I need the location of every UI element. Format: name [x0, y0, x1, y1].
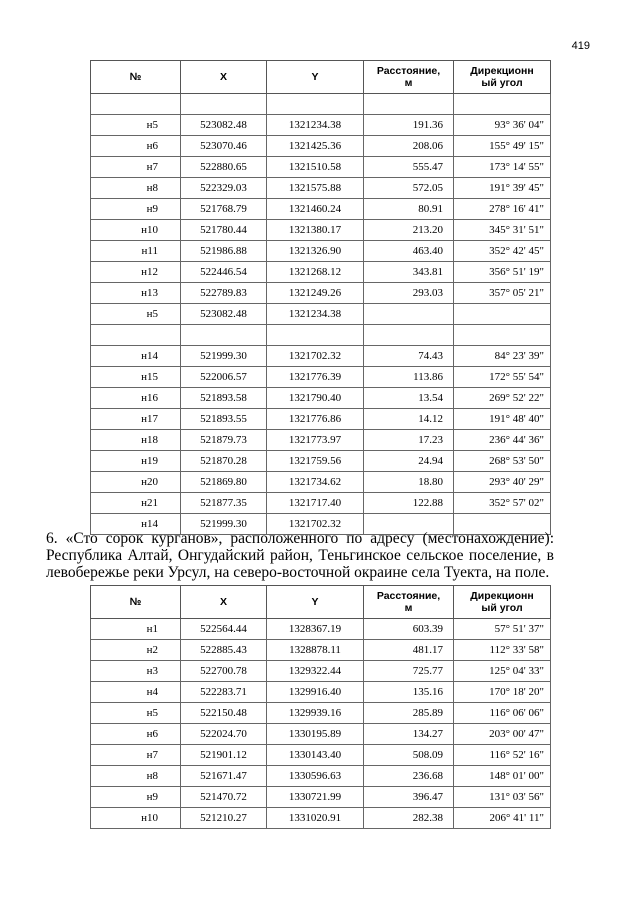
cell-y: 1329939.16: [267, 703, 364, 724]
cell-point-no: н9: [91, 787, 181, 808]
cell-point-no: н6: [91, 724, 181, 745]
cell-distance: 293.03: [364, 283, 454, 304]
cell-point-no: н5: [91, 304, 181, 325]
cell-y: 1321234.38: [267, 115, 364, 136]
cell-point-no: н10: [91, 220, 181, 241]
header-y: Y: [267, 586, 364, 619]
cell-point-no: н10: [91, 808, 181, 829]
header-angle-line1: Дирекционн: [470, 590, 534, 602]
cell-angle: 345° 31' 51": [454, 220, 551, 241]
cell-distance: 113.86: [364, 367, 454, 388]
cell-point-no: [91, 94, 181, 115]
cell-distance: 603.39: [364, 619, 454, 640]
cell-y: 1328367.19: [267, 619, 364, 640]
header-distance: [364, 586, 454, 619]
table-row: [91, 346, 551, 367]
table-blank-row: [91, 94, 551, 115]
cell-y: 1321249.26: [267, 283, 364, 304]
cell-x: 522024.70: [181, 724, 267, 745]
table-row: [91, 367, 551, 388]
cell-angle: 173° 14' 55": [454, 157, 551, 178]
cell-angle: 155° 49' 15": [454, 136, 551, 157]
cell-x: 523082.48: [181, 304, 267, 325]
table-header-row: [91, 61, 551, 94]
cell-y: 1321702.32: [267, 514, 364, 535]
table-2-body: [91, 619, 551, 829]
cell-distance: 74.43: [364, 346, 454, 367]
cell-y: [267, 94, 364, 115]
header-angle: [454, 61, 551, 94]
header-distance-line1: Расстояние,: [376, 65, 441, 77]
cell-distance: 17.23: [364, 430, 454, 451]
cell-point-no: н8: [91, 178, 181, 199]
cell-x: 521768.79: [181, 199, 267, 220]
cell-x: 521893.58: [181, 388, 267, 409]
cell-point-no: н5: [91, 115, 181, 136]
cell-angle: [454, 304, 551, 325]
table-row: [91, 451, 551, 472]
header-distance: [364, 61, 454, 94]
cell-y: 1321776.39: [267, 367, 364, 388]
cell-point-no: н17: [91, 409, 181, 430]
cell-angle: 93° 36' 04": [454, 115, 551, 136]
header-distance-line2: м: [404, 602, 413, 614]
cell-point-no: [91, 325, 181, 346]
cell-distance: 208.06: [364, 136, 454, 157]
table-row: [91, 283, 551, 304]
cell-distance: [364, 325, 454, 346]
cell-point-no: н8: [91, 766, 181, 787]
table-row: [91, 157, 551, 178]
cell-x: 521870.28: [181, 451, 267, 472]
cell-point-no: н1: [91, 619, 181, 640]
table-row: [91, 409, 551, 430]
cell-x: 521999.30: [181, 346, 267, 367]
cell-distance: 135.16: [364, 682, 454, 703]
cell-angle: 116° 06' 06": [454, 703, 551, 724]
cell-point-no: н3: [91, 661, 181, 682]
cell-distance: 236.68: [364, 766, 454, 787]
cell-x: 521869.80: [181, 472, 267, 493]
cell-y: 1329322.44: [267, 661, 364, 682]
cell-y: 1321460.24: [267, 199, 364, 220]
header-angle-line2: ый угол: [481, 77, 523, 89]
cell-angle: 278° 16' 41": [454, 199, 551, 220]
cell-angle: 352° 42' 45": [454, 241, 551, 262]
table-header-row: [91, 586, 551, 619]
cell-angle: 293° 40' 29": [454, 472, 551, 493]
cell-distance: 725.77: [364, 661, 454, 682]
cell-y: 1321326.90: [267, 241, 364, 262]
cell-point-no: н19: [91, 451, 181, 472]
table-row: [91, 640, 551, 661]
cell-y: 1321380.17: [267, 220, 364, 241]
cell-distance: 24.94: [364, 451, 454, 472]
table-row: [91, 220, 551, 241]
cell-y: 1330596.63: [267, 766, 364, 787]
cell-angle: 84° 23' 39": [454, 346, 551, 367]
cell-distance: 213.20: [364, 220, 454, 241]
paragraph-line: левобережье реки Урсул, на северо-восточной окраине села Туекта, на поле.: [46, 564, 550, 581]
cell-distance: 508.09: [364, 745, 454, 766]
cell-angle: 203° 00' 47": [454, 724, 551, 745]
cell-angle: 269° 52' 22": [454, 388, 551, 409]
cell-angle: 352° 57' 02": [454, 493, 551, 514]
header-angle-line1: Дирекционн: [470, 65, 534, 77]
cell-y: 1331020.91: [267, 808, 364, 829]
cell-x: 522329.03: [181, 178, 267, 199]
table-row: [91, 472, 551, 493]
cell-x: 522885.43: [181, 640, 267, 661]
header-distance-line1: Расстояние,: [376, 590, 441, 602]
cell-x: 522880.65: [181, 157, 267, 178]
cell-angle: 268° 53' 50": [454, 451, 551, 472]
cell-distance: 80.91: [364, 199, 454, 220]
header-no: №: [91, 586, 181, 619]
cell-y: [267, 325, 364, 346]
cell-angle: 356° 51' 19": [454, 262, 551, 283]
cell-point-no: н15: [91, 367, 181, 388]
cell-y: 1330195.89: [267, 724, 364, 745]
cell-x: [181, 94, 267, 115]
cell-x: 521470.72: [181, 787, 267, 808]
cell-x: 521893.55: [181, 409, 267, 430]
cell-angle: [454, 94, 551, 115]
cell-x: 521780.44: [181, 220, 267, 241]
table-row: [91, 136, 551, 157]
cell-point-no: н2: [91, 640, 181, 661]
cell-angle: 57° 51' 37": [454, 619, 551, 640]
header-distance-line2: м: [404, 77, 413, 89]
header-x: X: [181, 61, 267, 94]
cell-angle: 191° 39' 45": [454, 178, 551, 199]
cell-point-no: н7: [91, 157, 181, 178]
cell-distance: 343.81: [364, 262, 454, 283]
cell-point-no: н7: [91, 745, 181, 766]
cell-angle: 131° 03' 56": [454, 787, 551, 808]
table-row: [91, 766, 551, 787]
coordinates-table-2: [90, 585, 551, 829]
cell-distance: 396.47: [364, 787, 454, 808]
cell-point-no: н20: [91, 472, 181, 493]
cell-point-no: н5: [91, 703, 181, 724]
table-row: [91, 241, 551, 262]
cell-x: 522789.83: [181, 283, 267, 304]
cell-angle: 206° 41' 11": [454, 808, 551, 829]
cell-distance: 481.17: [364, 640, 454, 661]
cell-x: 521671.47: [181, 766, 267, 787]
cell-x: 523070.46: [181, 136, 267, 157]
cell-distance: 463.40: [364, 241, 454, 262]
cell-point-no: н21: [91, 493, 181, 514]
table-row: [91, 493, 551, 514]
cell-y: 1328878.11: [267, 640, 364, 661]
cell-distance: 13.54: [364, 388, 454, 409]
table-row: [91, 388, 551, 409]
cell-point-no: н14: [91, 346, 181, 367]
cell-y: 1330721.99: [267, 787, 364, 808]
cell-x: 521986.88: [181, 241, 267, 262]
table-row: [91, 661, 551, 682]
header-y: Y: [267, 61, 364, 94]
cell-distance: 282.38: [364, 808, 454, 829]
cell-y: 1321773.97: [267, 430, 364, 451]
cell-x: 523082.48: [181, 115, 267, 136]
coordinates-table-1: [90, 60, 551, 535]
cell-angle: 116° 52' 16": [454, 745, 551, 766]
cell-angle: [454, 325, 551, 346]
cell-point-no: н18: [91, 430, 181, 451]
table-row: [91, 115, 551, 136]
table-row: [91, 703, 551, 724]
cell-y: 1321575.88: [267, 178, 364, 199]
table-row: [91, 682, 551, 703]
cell-distance: 191.36: [364, 115, 454, 136]
cell-point-no: н16: [91, 388, 181, 409]
header-x: X: [181, 586, 267, 619]
cell-angle: 125° 04' 33": [454, 661, 551, 682]
cell-x: 522006.57: [181, 367, 267, 388]
cell-distance: [364, 94, 454, 115]
cell-x: 521901.12: [181, 745, 267, 766]
cell-x: [181, 325, 267, 346]
header-angle: [454, 586, 551, 619]
cell-x: 521879.73: [181, 430, 267, 451]
cell-point-no: н6: [91, 136, 181, 157]
paragraph-line: 6. «Сто сорок курганов», расположенного по адресу (местонахождение):: [46, 530, 554, 547]
cell-y: 1321790.40: [267, 388, 364, 409]
cell-angle: 191° 48' 40": [454, 409, 551, 430]
cell-angle: 236° 44' 36": [454, 430, 551, 451]
cell-x: 522564.44: [181, 619, 267, 640]
page-number: 419: [571, 40, 590, 52]
cell-x: 522150.48: [181, 703, 267, 724]
cell-x: 522700.78: [181, 661, 267, 682]
cell-point-no: н9: [91, 199, 181, 220]
table-row: [91, 745, 551, 766]
header-no: №: [91, 61, 181, 94]
cell-distance: 285.89: [364, 703, 454, 724]
cell-x: 521999.30: [181, 514, 267, 535]
cell-angle: 112° 33' 58": [454, 640, 551, 661]
cell-y: 1321268.12: [267, 262, 364, 283]
cell-y: 1321510.58: [267, 157, 364, 178]
table-row: [91, 262, 551, 283]
cell-x: 522283.71: [181, 682, 267, 703]
cell-distance: 555.47: [364, 157, 454, 178]
table-row: [91, 304, 551, 325]
cell-angle: 172° 55' 54": [454, 367, 551, 388]
table-row: [91, 199, 551, 220]
cell-y: 1321702.32: [267, 346, 364, 367]
paragraph-line: Республика Алтай, Онгудайский район, Теньгинское сельское поселение, в: [46, 547, 554, 564]
table-row: [91, 787, 551, 808]
cell-point-no: н4: [91, 682, 181, 703]
cell-point-no: н12: [91, 262, 181, 283]
cell-distance: 572.05: [364, 178, 454, 199]
table-row: [91, 430, 551, 451]
cell-y: 1330143.40: [267, 745, 364, 766]
cell-distance: 14.12: [364, 409, 454, 430]
table-row: [91, 178, 551, 199]
table-blank-row: [91, 325, 551, 346]
cell-point-no: н14: [91, 514, 181, 535]
table-row: [91, 619, 551, 640]
table-row: [91, 808, 551, 829]
cell-y: 1321425.36: [267, 136, 364, 157]
cell-angle: 357° 05' 21": [454, 283, 551, 304]
table-row: [91, 724, 551, 745]
section-paragraph: [46, 530, 554, 581]
header-angle-line2: ый угол: [481, 602, 523, 614]
cell-angle: 170° 18' 20": [454, 682, 551, 703]
cell-distance: 122.88: [364, 493, 454, 514]
cell-y: 1321234.38: [267, 304, 364, 325]
cell-point-no: н13: [91, 283, 181, 304]
cell-distance: [364, 304, 454, 325]
cell-point-no: н11: [91, 241, 181, 262]
cell-x: 521877.35: [181, 493, 267, 514]
cell-y: 1321776.86: [267, 409, 364, 430]
cell-y: 1321734.62: [267, 472, 364, 493]
table-1-body: [91, 94, 551, 535]
cell-x: 522446.54: [181, 262, 267, 283]
cell-distance: 134.27: [364, 724, 454, 745]
cell-y: 1321759.56: [267, 451, 364, 472]
cell-angle: 148° 01' 00": [454, 766, 551, 787]
cell-y: 1329916.40: [267, 682, 364, 703]
cell-x: 521210.27: [181, 808, 267, 829]
cell-distance: 18.80: [364, 472, 454, 493]
cell-y: 1321717.40: [267, 493, 364, 514]
